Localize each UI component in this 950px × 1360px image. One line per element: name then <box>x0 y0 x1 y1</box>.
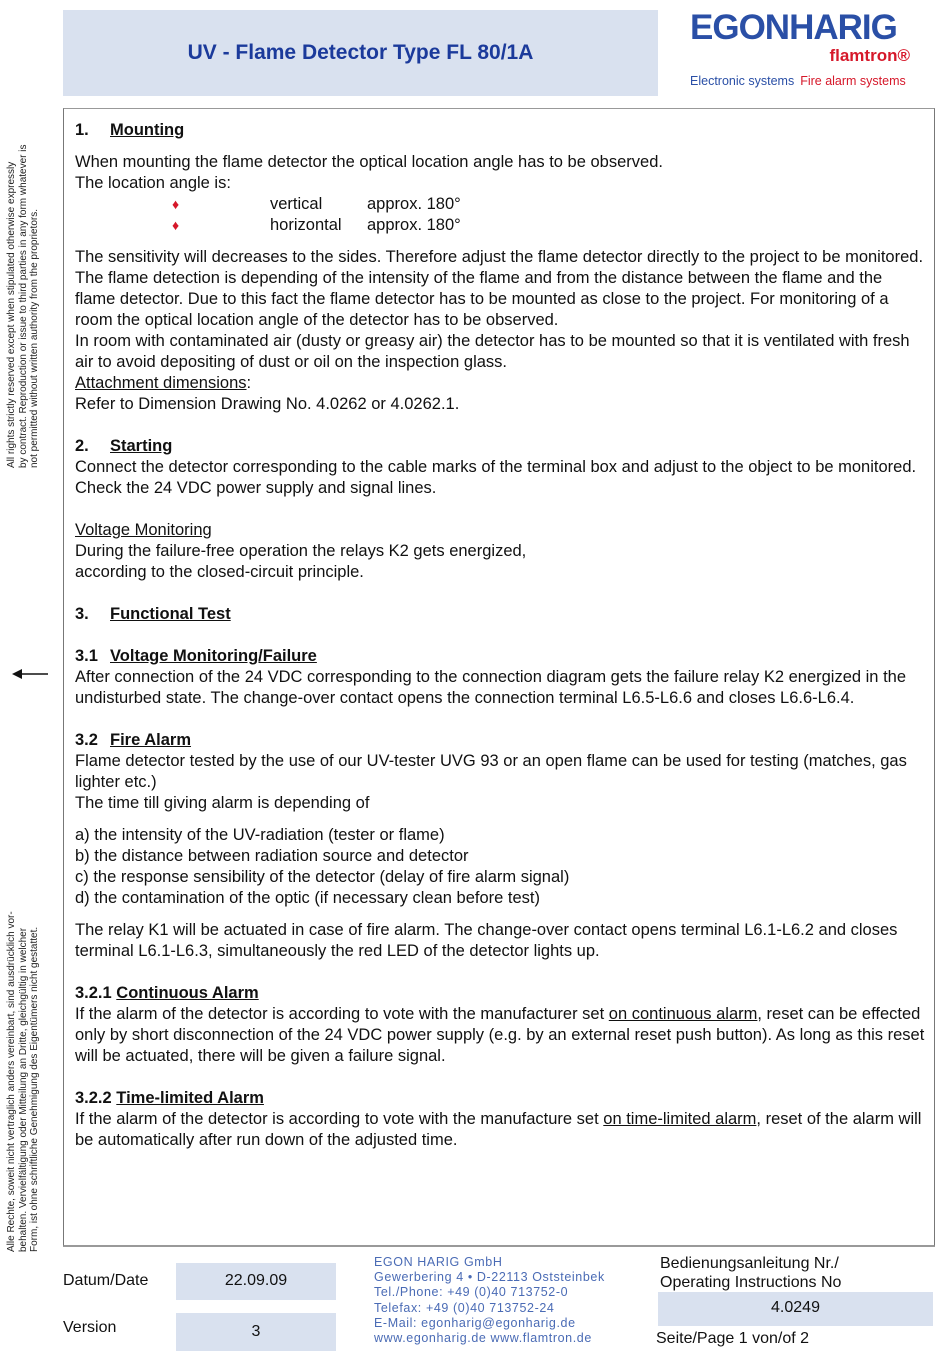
attachment-label-line <box>75 373 925 394</box>
paragraph: according to the closed-circuit principle. <box>75 563 364 581</box>
paragraph: During the failure-free operation the relays K2 gets energized, <box>75 542 527 560</box>
version-label: Version <box>63 1319 117 1336</box>
copyright-line: Form, ist ohne schriftliche Genehmigung des Eigentümers nicht gestattet. <box>29 926 40 1252</box>
doc-label-line: Bedienungsanleitung Nr./ <box>660 1255 839 1272</box>
copyright-note-english <box>6 145 41 468</box>
address-line: Telefax: +49 (0)40 713752-24 <box>374 1300 555 1315</box>
logo-tagline-left: Electronic systems <box>690 74 795 88</box>
bullet-value: approx. 180° <box>367 216 461 234</box>
paragraph: After connection of the 24 VDC corresponding to the connection diagram gets the failure relay K2 energized in the undisturbed state. The change-over contact opens the connection terminal L6.5-L6.6 and closes L6.6-L6.4. <box>75 668 907 707</box>
section-title: Mounting <box>110 121 185 139</box>
paragraph: Flame detector tested by the use of our UV-tester UVG 93 or an open flame can be used for testing (matches, gas lighter etc.) <box>75 752 907 791</box>
section-heading <box>75 120 925 141</box>
text-run: , reset of the alarm will be automatically after run down of the adjusted time. <box>75 1110 922 1149</box>
company-address <box>374 1255 644 1346</box>
section-heading <box>75 1088 925 1109</box>
version-value: 3 <box>251 1323 261 1340</box>
list-item: b) the distance between radiation source and detector <box>75 847 469 865</box>
paragraph: The time till giving alarm is depending of <box>75 794 370 812</box>
section-heading <box>75 604 925 625</box>
copyright-line: by contract. Reproduction or issue to third parties in any form whatever is <box>17 144 29 468</box>
diamond-bullet-icon: ♦ <box>172 196 180 212</box>
paragraph <box>75 1109 925 1151</box>
copyright-line: not permitted without written authority from the proprietors. <box>29 208 40 468</box>
address-line: E-Mail: egonharig@egonharig.de <box>374 1315 576 1330</box>
logo-tagline <box>690 74 930 88</box>
company-logo <box>690 10 930 96</box>
section-number: 3.2.2 <box>75 1089 112 1107</box>
text-run: If the alarm of the detector is according to vote with the manufacturer set <box>75 1005 609 1023</box>
bullet-item <box>172 194 925 215</box>
copyright-line: All rights strictly reserved except when stipulated otherwise expressly <box>6 161 17 468</box>
attachment-colon: : <box>246 374 252 392</box>
page-indicator: Seite/Page 1 von/of 2 <box>656 1330 809 1347</box>
section-title: Time-limited Alarm <box>116 1089 264 1107</box>
paragraph: Connect the detector corresponding to the cable marks of the terminal box and adjust to the object to be monitored. Check the 24 VDC power supply and signal lines. <box>75 458 917 497</box>
address-line: Tel./Phone: +49 (0)40 713752-0 <box>374 1285 569 1300</box>
bullet-key: vertical <box>270 195 323 213</box>
copyright-note-german <box>6 911 41 1252</box>
copyright-line: behalten. Vervielfältigung oder Mitteilung an Dritte, gleichgültig in welcher <box>17 927 29 1252</box>
diamond-bullet-icon: ♦ <box>172 217 180 233</box>
underlined-term: on time-limited alarm <box>603 1110 757 1128</box>
doc-label-line: Operating Instructions No <box>660 1274 842 1291</box>
text-run: If the alarm of the detector is according to vote with the manufacture set <box>75 1110 604 1128</box>
date-value: 22.09.09 <box>224 1272 288 1289</box>
list-item: a) the intensity of the UV-radiation (tester or flame) <box>75 826 445 844</box>
address-line: EGON HARIG GmbH <box>374 1255 503 1269</box>
list-item: d) the contamination of the optic (if necessary clean before test) <box>75 889 540 907</box>
logo-brand: EGONHARIG <box>690 8 897 47</box>
subsection-title: Voltage Monitoring <box>75 521 212 539</box>
section-heading <box>75 730 925 751</box>
paragraph: The relay K1 will be actuated in case of fire alarm. The change-over contact opens terminal L6.1-L6.2 and closes terminal L6.1-L6.3, simultaneously the red LED of the detector lights up. <box>75 921 898 960</box>
section-heading <box>75 983 925 1004</box>
section-title: Voltage Monitoring/Failure <box>110 647 317 665</box>
footer-divider <box>63 1246 935 1247</box>
bullet-item <box>172 215 925 236</box>
section-number: 3. <box>75 605 89 623</box>
paragraph: In room with contaminated air (dusty or greasy air) the detector has to be mounted so that it is ventilated with fresh air to avoid depositing of dust or oil on the inspection glass. <box>75 332 910 371</box>
underlined-term: on continuous alarm <box>608 1005 758 1023</box>
section-number: 2. <box>75 437 89 455</box>
list-item: c) the response sensibility of the detector (delay of fire alarm signal) <box>75 868 570 886</box>
section-title: Functional Test <box>110 605 231 623</box>
attachment-label: Attachment dimensions <box>75 374 247 392</box>
bullet-value: approx. 180° <box>367 195 461 213</box>
paragraph: The location angle is: <box>75 174 231 192</box>
section-title: Fire Alarm <box>110 731 192 749</box>
document-body <box>75 120 925 1151</box>
text-run: , reset can be effected only by short disconnection of the 24 VDC power supply (e.g. by an external reset push button). As long as this reset will be actuated, there will be given a failure signal. <box>75 1005 925 1065</box>
logo-tagline-right: Fire alarm systems <box>800 74 906 88</box>
date-label: Datum/Date <box>63 1272 149 1289</box>
section-heading <box>75 436 925 457</box>
bullet-key: horizontal <box>270 216 342 234</box>
logo-product: flamtron® <box>829 46 910 65</box>
page-title: UV - Flame Detector Type FL 80/1A <box>187 41 534 64</box>
section-number: 3.2.1 <box>75 984 112 1002</box>
section-title: Starting <box>110 437 173 455</box>
paragraph <box>75 1004 925 1067</box>
copyright-line: Alle Rechte, soweit nicht vertraglich anders vereinbart, sind ausdrücklich vor- <box>6 911 17 1252</box>
section-number: 3.1 <box>75 647 98 665</box>
section-title: Continuous Alarm <box>116 984 259 1002</box>
paragraph: When mounting the flame detector the optical location angle has to be observed. <box>75 153 663 171</box>
paragraph: Refer to Dimension Drawing No. 4.0262 or 4.0262.1. <box>75 395 460 413</box>
arrow-left-icon <box>12 666 50 682</box>
address-line: Gewerbering 4 • D-22113 Oststeinbek <box>374 1270 605 1285</box>
doc-label <box>660 1254 841 1292</box>
section-number: 1. <box>75 121 89 139</box>
address-line: www.egonharig.de www.flamtron.de <box>374 1331 592 1346</box>
section-number: 3.2 <box>75 731 98 749</box>
paragraph: The sensitivity will decreases to the sides. Therefore adjust the flame detector directly to the project to be monitored. The flame detection is depending of the intensity of the flame and from the distance between the flame and the flame detector. Due to this fact the flame detector has to be mounted as close to the project. For monitoring of a room the optical location angle of the detector has to be observed. <box>75 248 924 329</box>
doc-number: 4.0249 <box>771 1299 820 1316</box>
section-heading <box>75 646 925 667</box>
